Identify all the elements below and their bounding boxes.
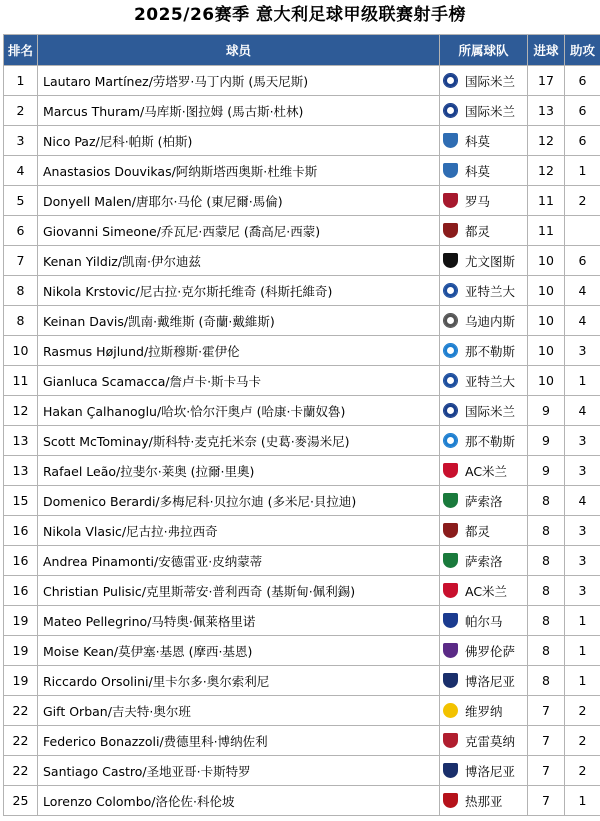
assists-cell: 3: [565, 576, 600, 606]
atalanta-logo-icon: [443, 283, 458, 298]
goals-cell: 8: [528, 606, 565, 636]
scorers-table: [3, 34, 600, 816]
team-cell: [440, 336, 528, 366]
bologna-logo-icon: [443, 763, 458, 778]
table-row: [4, 96, 600, 126]
team-cell: [440, 186, 528, 216]
table-row: [4, 636, 600, 666]
rank-cell: 16: [4, 516, 38, 546]
team-cell: [440, 216, 528, 246]
table-header-row: [4, 35, 600, 66]
napoli-logo-icon: [443, 433, 458, 448]
team-cell: [440, 276, 528, 306]
table-row: [4, 726, 600, 756]
team-name: 帕尔马: [465, 613, 503, 629]
team-name: 佛罗伦萨: [465, 643, 516, 659]
player-cell: Andrea Pinamonti/安德雷亚·皮纳蒙蒂: [38, 546, 440, 576]
roma-logo-icon: [443, 193, 458, 208]
goals-cell: 12: [528, 126, 565, 156]
team-name: 国际米兰: [465, 403, 516, 419]
team-name: 科莫: [465, 133, 491, 149]
player-cell: Hakan Çalhanoglu/哈坎·恰尔汗奥卢 (哈康·卡蘭奴魯): [38, 396, 440, 426]
team-name: 都灵: [465, 523, 491, 539]
table-row: [4, 666, 600, 696]
team-wrap: [440, 462, 527, 480]
rank-cell: 3: [4, 126, 38, 156]
team-name: 罗马: [465, 193, 491, 209]
assists-cell: 6: [565, 66, 600, 96]
team-cell: [440, 486, 528, 516]
goals-cell: 10: [528, 366, 565, 396]
player-cell: Nikola Vlasic/尼古拉·弗拉西奇: [38, 516, 440, 546]
team-wrap: [440, 162, 527, 180]
player-cell: Santiago Castro/圣地亚哥·卡斯特罗: [38, 756, 440, 786]
team-wrap: [440, 582, 527, 600]
goals-cell: 10: [528, 246, 565, 276]
fiorentina-logo-icon: [443, 643, 458, 658]
team-name: 热那亚: [465, 793, 503, 809]
team-wrap: [440, 522, 527, 540]
assists-cell: 1: [565, 786, 600, 816]
team-name: 博洛尼亚: [465, 763, 516, 779]
table-row: [4, 336, 600, 366]
player-cell: Scott McTominay/斯科特·麦克托米奈 (史葛·麥湯米尼): [38, 426, 440, 456]
team-wrap: [440, 72, 527, 90]
goals-cell: 7: [528, 696, 565, 726]
player-cell: Lorenzo Colombo/洛伦佐·科伦坡: [38, 786, 440, 816]
goals-cell: 12: [528, 156, 565, 186]
rank-cell: 13: [4, 456, 38, 486]
rank-cell: 16: [4, 546, 38, 576]
team-cell: [440, 516, 528, 546]
goals-cell: 8: [528, 516, 565, 546]
team-name: 尤文图斯: [465, 253, 516, 269]
header-player: 球员: [38, 35, 440, 66]
table-body: [4, 66, 600, 816]
page-title: 2025/26赛季 意大利足球甲级联赛射手榜: [133, 5, 467, 25]
player-cell: Anastasios Douvikas/阿纳斯塔西奥斯·杜维卡斯: [38, 156, 440, 186]
team-wrap: [440, 552, 527, 570]
torino-logo-icon: [443, 523, 458, 538]
goals-cell: 7: [528, 786, 565, 816]
goals-cell: 8: [528, 546, 565, 576]
team-wrap: [440, 132, 527, 150]
goals-cell: 10: [528, 336, 565, 366]
goals-cell: 8: [528, 666, 565, 696]
rank-cell: 8: [4, 276, 38, 306]
assists-cell: 1: [565, 156, 600, 186]
team-cell: [440, 546, 528, 576]
table-row: [4, 306, 600, 336]
team-name: 那不勒斯: [465, 433, 516, 449]
assists-cell: 2: [565, 696, 600, 726]
player-cell: Lautaro Martínez/劳塔罗·马丁内斯 (馬天尼斯): [38, 66, 440, 96]
team-cell: [440, 666, 528, 696]
team-cell: [440, 246, 528, 276]
assists-cell: 6: [565, 96, 600, 126]
juventus-logo-icon: [443, 253, 458, 268]
team-cell: [440, 426, 528, 456]
rank-cell: 22: [4, 696, 38, 726]
parma-logo-icon: [443, 613, 458, 628]
team-name: 国际米兰: [465, 103, 516, 119]
team-wrap: [440, 612, 527, 630]
goals-cell: 7: [528, 756, 565, 786]
team-name: 国际米兰: [465, 73, 516, 89]
header-assists: 助攻: [565, 35, 600, 66]
assists-cell: 3: [565, 336, 600, 366]
assists-cell: 2: [565, 726, 600, 756]
table-row: [4, 366, 600, 396]
assists-cell: 6: [565, 126, 600, 156]
table-row: [4, 156, 600, 186]
team-cell: [440, 96, 528, 126]
atalanta-logo-icon: [443, 373, 458, 388]
rank-cell: 1: [4, 66, 38, 96]
team-cell: [440, 126, 528, 156]
assists-cell: 3: [565, 546, 600, 576]
header-rank: 排名: [4, 35, 38, 66]
team-name: 博洛尼亚: [465, 673, 516, 689]
team-cell: [440, 756, 528, 786]
assists-cell: 1: [565, 636, 600, 666]
goals-cell: 10: [528, 306, 565, 336]
team-name: 亚特兰大: [465, 373, 516, 389]
player-cell: Rafael Leão/拉斐尔·莱奥 (拉爾·里奧): [38, 456, 440, 486]
goals-cell: 9: [528, 426, 565, 456]
team-name: 维罗纳: [465, 703, 503, 719]
inter-logo-icon: [443, 403, 458, 418]
team-name: 萨索洛: [465, 553, 503, 569]
player-cell: Moise Kean/莫伊塞·基恩 (摩西·基恩): [38, 636, 440, 666]
genoa-logo-icon: [443, 793, 458, 808]
rank-cell: 7: [4, 246, 38, 276]
table-row: [4, 696, 600, 726]
table-row: [4, 186, 600, 216]
udinese-logo-icon: [443, 313, 458, 328]
team-cell: [440, 156, 528, 186]
assists-cell: 6: [565, 246, 600, 276]
table-row: [4, 396, 600, 426]
team-wrap: [440, 192, 527, 210]
assists-cell: [565, 216, 600, 246]
assists-cell: 3: [565, 516, 600, 546]
table-row: [4, 246, 600, 276]
rank-cell: 10: [4, 336, 38, 366]
team-wrap: [440, 732, 527, 750]
team-name: 那不勒斯: [465, 343, 516, 359]
team-cell: [440, 396, 528, 426]
team-wrap: [440, 642, 527, 660]
player-cell: Federico Bonazzoli/费德里科·博纳佐利: [38, 726, 440, 756]
team-cell: [440, 306, 528, 336]
rank-cell: 19: [4, 606, 38, 636]
player-cell: Donyell Malen/唐耶尔·马伦 (東尼爾·馬倫): [38, 186, 440, 216]
table-row: [4, 66, 600, 96]
team-name: 科莫: [465, 163, 491, 179]
table-row: [4, 516, 600, 546]
assists-cell: 1: [565, 666, 600, 696]
team-cell: [440, 696, 528, 726]
player-cell: Kenan Yildiz/凯南·伊尔迪兹: [38, 246, 440, 276]
table-row: [4, 456, 600, 486]
table-row: [4, 546, 600, 576]
team-name: AC米兰: [465, 583, 508, 599]
goals-cell: 13: [528, 96, 565, 126]
table-row: [4, 126, 600, 156]
goals-cell: 8: [528, 486, 565, 516]
header-team: 所属球队: [440, 35, 528, 66]
rank-cell: 6: [4, 216, 38, 246]
rank-cell: 4: [4, 156, 38, 186]
sassuolo-logo-icon: [443, 553, 458, 568]
team-cell: [440, 606, 528, 636]
team-wrap: [440, 672, 527, 690]
team-wrap: [440, 372, 527, 390]
rank-cell: 19: [4, 636, 38, 666]
team-wrap: [440, 312, 527, 330]
table-row: [4, 786, 600, 816]
player-cell: Nikola Krstovic/尼古拉·克尔斯托维奇 (科斯托維奇): [38, 276, 440, 306]
team-name: 亚特兰大: [465, 283, 516, 299]
team-wrap: [440, 792, 527, 810]
milan-logo-icon: [443, 583, 458, 598]
team-cell: [440, 636, 528, 666]
team-wrap: [440, 432, 527, 450]
team-wrap: [440, 252, 527, 270]
player-cell: Gift Orban/吉夫特·奥尔班: [38, 696, 440, 726]
table-row: [4, 756, 600, 786]
goals-cell: 11: [528, 216, 565, 246]
player-cell: Gianluca Scamacca/詹卢卡·斯卡马卡: [38, 366, 440, 396]
rank-cell: 16: [4, 576, 38, 606]
table-row: [4, 606, 600, 636]
verona-logo-icon: [443, 703, 458, 718]
team-wrap: [440, 222, 527, 240]
team-wrap: [440, 492, 527, 510]
team-wrap: [440, 102, 527, 120]
rank-cell: 8: [4, 306, 38, 336]
player-cell: Christian Pulisic/克里斯蒂安·普利西奇 (基斯甸·佩利錫): [38, 576, 440, 606]
team-name: 都灵: [465, 223, 491, 239]
team-wrap: [440, 762, 527, 780]
torino-logo-icon: [443, 223, 458, 238]
inter-logo-icon: [443, 73, 458, 88]
team-cell: [440, 456, 528, 486]
team-name: AC米兰: [465, 463, 508, 479]
assists-cell: 4: [565, 396, 600, 426]
player-cell: Riccardo Orsolini/里卡尔多·奥尔索利尼: [38, 666, 440, 696]
milan-logo-icon: [443, 463, 458, 478]
rank-cell: 22: [4, 726, 38, 756]
goals-cell: 8: [528, 636, 565, 666]
table-row: [4, 576, 600, 606]
team-cell: [440, 786, 528, 816]
assists-cell: 1: [565, 606, 600, 636]
goals-cell: 7: [528, 726, 565, 756]
team-name: 克雷莫纳: [465, 733, 516, 749]
team-wrap: [440, 342, 527, 360]
goals-cell: 11: [528, 186, 565, 216]
sassuolo-logo-icon: [443, 493, 458, 508]
goals-cell: 10: [528, 276, 565, 306]
player-cell: Rasmus Højlund/拉斯穆斯·霍伊伦: [38, 336, 440, 366]
goals-cell: 9: [528, 456, 565, 486]
player-cell: Nico Paz/尼科·帕斯 (柏斯): [38, 126, 440, 156]
assists-cell: 4: [565, 306, 600, 336]
table-row: [4, 216, 600, 246]
header-goals: 进球: [528, 35, 565, 66]
rank-cell: 25: [4, 786, 38, 816]
assists-cell: 3: [565, 456, 600, 486]
assists-cell: 1: [565, 366, 600, 396]
table-row: [4, 486, 600, 516]
player-cell: Mateo Pellegrino/马特奥·佩莱格里诺: [38, 606, 440, 636]
team-wrap: [440, 282, 527, 300]
como-logo-icon: [443, 133, 458, 148]
rank-cell: 13: [4, 426, 38, 456]
team-cell: [440, 576, 528, 606]
rank-cell: 5: [4, 186, 38, 216]
goals-cell: 17: [528, 66, 565, 96]
inter-logo-icon: [443, 103, 458, 118]
table-row: [4, 276, 600, 306]
assists-cell: 4: [565, 486, 600, 516]
bologna-logo-icon: [443, 673, 458, 688]
cremonese-logo-icon: [443, 733, 458, 748]
team-cell: [440, 66, 528, 96]
team-wrap: [440, 402, 527, 420]
assists-cell: 4: [565, 276, 600, 306]
assists-cell: 3: [565, 426, 600, 456]
player-cell: Domenico Berardi/多梅尼科·贝拉尔迪 (多米尼·貝拉迪): [38, 486, 440, 516]
player-cell: Keinan Davis/凯南·戴维斯 (奇蘭·戴維斯): [38, 306, 440, 336]
goals-cell: 8: [528, 576, 565, 606]
team-cell: [440, 366, 528, 396]
player-cell: Giovanni Simeone/乔瓦尼·西蒙尼 (喬高尼·西蒙): [38, 216, 440, 246]
team-wrap: [440, 702, 527, 720]
napoli-logo-icon: [443, 343, 458, 358]
team-name: 乌迪内斯: [465, 313, 516, 329]
rank-cell: 11: [4, 366, 38, 396]
rank-cell: 2: [4, 96, 38, 126]
rank-cell: 22: [4, 756, 38, 786]
rank-cell: 12: [4, 396, 38, 426]
goals-cell: 9: [528, 396, 565, 426]
como-logo-icon: [443, 163, 458, 178]
assists-cell: 2: [565, 186, 600, 216]
player-cell: Marcus Thuram/马库斯·图拉姆 (馬古斯·杜林): [38, 96, 440, 126]
assists-cell: 2: [565, 756, 600, 786]
table-row: [4, 426, 600, 456]
rank-cell: 19: [4, 666, 38, 696]
rank-cell: 15: [4, 486, 38, 516]
team-cell: [440, 726, 528, 756]
team-name: 萨索洛: [465, 493, 503, 509]
